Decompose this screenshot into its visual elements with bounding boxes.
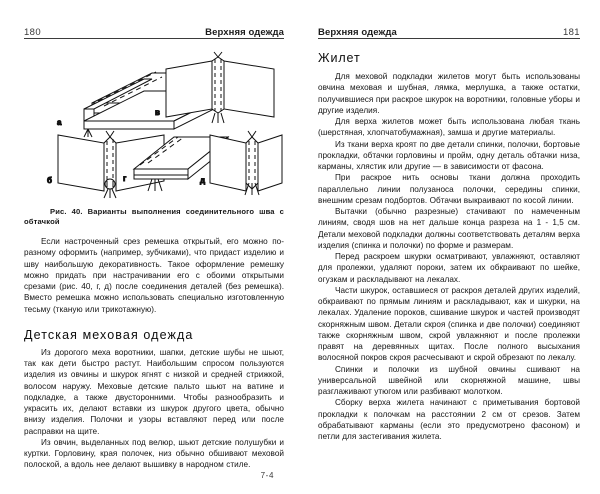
left-paragraph-3: Из овчин, выделанных под велюр, шьют детские полушубки и куртки. Горловину, края полочек, низ обычно обшивают меховой полоской, а вдоль нее делают вышивку в народном стиле. [24, 437, 284, 470]
right-paragraph-4: При раскрое нить основы ткани должна проходить параллельно линии полузаноса полочки, середины спинки, внешним срезам подбортов. Обтачки выкраивают по косой линии. [318, 173, 580, 205]
right-page-running-title: Верхняя одежда [318, 27, 397, 38]
left-page-running-head [24, 22, 284, 39]
figure-part-d [210, 131, 282, 195]
right-paragraph-8: Спинки и полочки из шубной овчины сшивают на универсальной швейной или скорняжной машине, швы разглаживают утюгом или разбивают молотком. [318, 364, 580, 396]
figure-part-label-a: а [57, 118, 62, 127]
right-page-running-head [318, 22, 580, 39]
section-heading-childrens-fur-clothing: Детская меховая одежда [24, 327, 194, 342]
figure-40-drawing [24, 51, 284, 201]
right-paragraph-9: Сборку верха жилета начинают с приметывания бортовой прокладки к полочкам на расстоянии 2 см от срезов. Затем обрабатывают карманы (если это предусмотрено фасоном) и петли для застегивания жилета. [318, 398, 580, 441]
left-page-running-title: Верхняя одежда [205, 27, 284, 38]
section-heading-vest: Жилет [318, 51, 361, 65]
figure-40-caption: Рис. 40. Варианты выполнения соединительного шва с обтачкой [24, 207, 284, 226]
figure-part-v [166, 52, 274, 123]
right-paragraph-2: Для верха жилетов может быть использована любая ткань (шерстяная, хлопчатобумажная), замша и другие материалы. [318, 117, 580, 138]
right-paragraph-5: Вытачки (обычно разрезные) стачивают по намеченным линиям, сводя шов на нет дальше конца разреза на 1 - 1,5 см. Детали меховой подкладки должны соответствовать деталям верха изделия (спинка и полочки) по форме и размерам. [318, 207, 580, 250]
printers-signature-mark: 7-4 [260, 471, 274, 480]
left-paragraph-2: Из дорогого меха воротники, шапки, детские шубы не шьют, так как дети быстро растут. Наибольшим спросом пользуются изделия из овчины и шкурок ягнят с низкой и средней стрижкой, волосом наружу. Меховые детские пальто шьют на ватине и подкладке, а также двусторонними. Чтобы разнообразить и украсить их, делают вставки из шкурок другого цвета, обычно внизу изделия. Полочки и узоры вставляют перед или после расправки на щите. [24, 347, 284, 436]
figure-part-label-d: д [200, 176, 206, 185]
left-paragraph-1: Если настроченный срез ремешка открытый, его можно по-разному оформить (например, зубчиками), что придаст изделию и шву наибольшую декоративность. Такое оформление ремешку можно придать при настрачивании его с обоими открытыми срезами (рис. 40, г, д) после соединения деталей (без ремешка). Вместо ремешка можно использовать специально изготовленную тесьму (тканую или трикотажную). [24, 237, 284, 314]
right-paragraph-7: Части шкурок, оставшиеся от раскроя деталей других изделий, обкраивают по прямым линиям и раскладывают, как и шкурки, на лекалах. Удаление пороков, сшивание шкурок и частей производят скорняжным швом. Детали скроя (спинка и две полочки) соединяют также скорняжным швом, скрой увлажняют и после пролежки правят на деревянных щитах. После полного высыхания волосяной покров скроя расчесывают и скрой обрезают по лекалу. [318, 285, 580, 363]
right-paragraph-1: Для меховой подкладки жилетов могут быть использованы овчина меховая и шубная, лямка, мерлушка, а также остатки, получившиеся при раскрое шкурок на воротники, головные уборы и другие изделия. [318, 72, 580, 115]
figure-part-label-v: в [155, 108, 160, 117]
figure-part-label-g: г [123, 174, 127, 183]
left-page-folio: 180 [24, 27, 42, 38]
right-page-folio: 181 [562, 27, 580, 38]
figure-part-label-b: б [47, 176, 52, 185]
right-paragraph-3: Из ткани верха кроят по две детали спинки, полочки, бортовые прокладки, обтачки горловины и пройм, одну деталь обтачки низа, карманы, хлястик или другие — в зависимости от фасона. [318, 139, 580, 171]
right-paragraph-6: Перед раскроем шкурки осматривают, увлажняют, оставляют для пролежки, удаляют пороки, затем их обкраивают по шейке, огузкам и раскладывают на лекалах. [318, 252, 580, 284]
right-page [300, 0, 600, 494]
figure-40 [24, 51, 284, 201]
